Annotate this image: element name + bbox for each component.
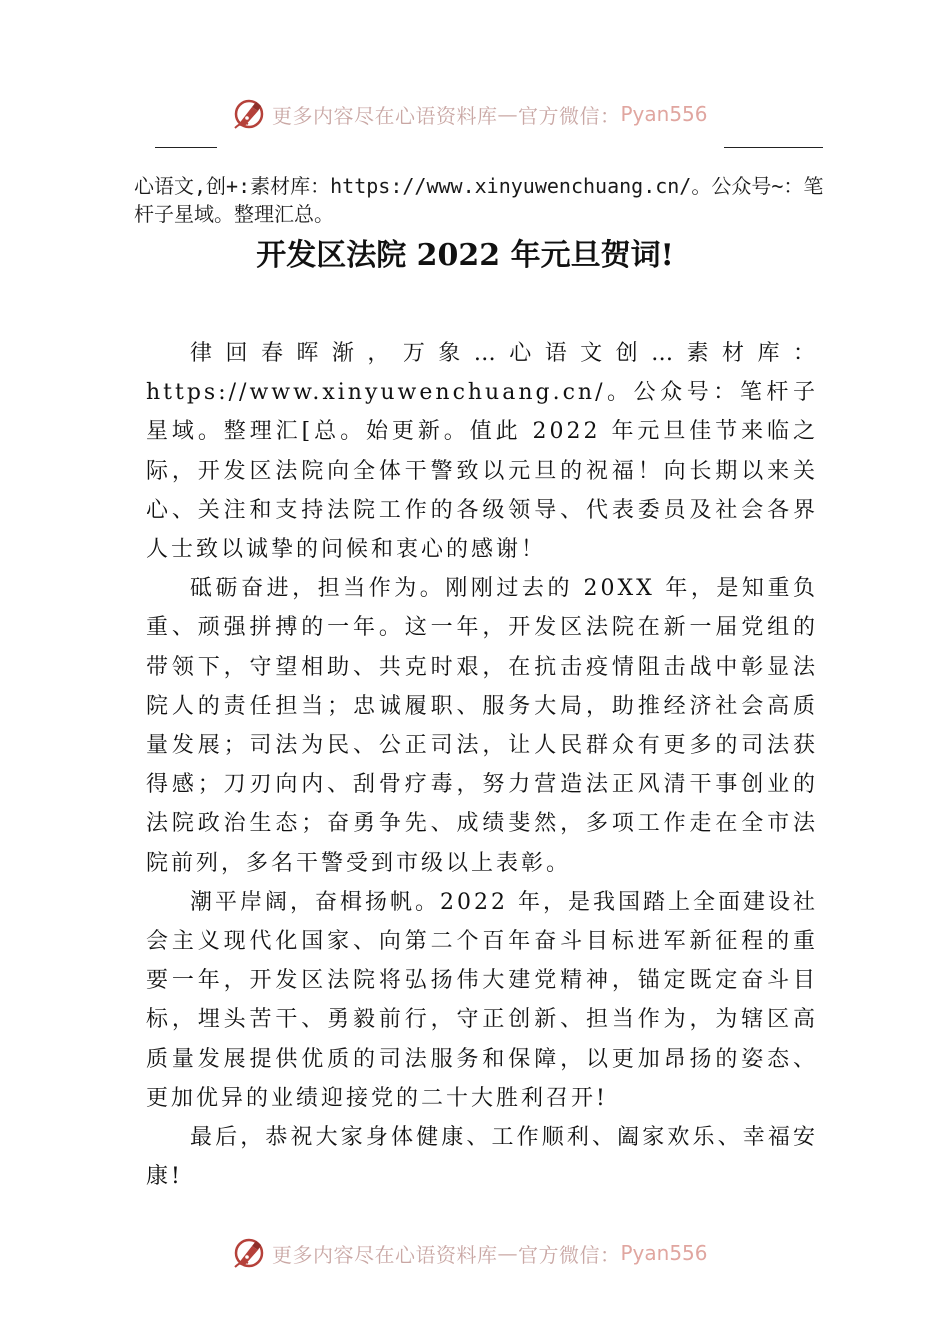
paragraph-1: 律回春晖渐，万象…心语文创…素材库：https://www.xinyuwenchuang.cn/。公众号：笔杆子星域。整理汇[总。始更新。值此 2022 年元旦佳节来临之际，开发区法院向全体干警致以元旦的祝福！向长期以来关心、关注和支持法院工作的各级领导、代表委员及社会各界人士致以诚挚的问候和衷心的感谢！ xyxy=(146,341,818,563)
pen-nib-logo-icon xyxy=(232,1236,266,1270)
page-title: 开发区法院 2022 年元旦贺词! xyxy=(256,238,674,273)
header-banner-wechat-id: Pyan556 xyxy=(620,102,708,126)
header-banner-content xyxy=(232,94,708,134)
footer-banner-content xyxy=(232,1233,708,1273)
document-body xyxy=(146,334,818,1196)
footer-banner-dash: — xyxy=(497,1241,518,1265)
footer-banner-main-text: 更多内容尽在心语资料库 xyxy=(272,1242,498,1267)
paragraph-2: 砥砺奋进，担当作为。刚刚过去的 20XX 年，是知重负重、顽强拼搏的一年。这一年，开发区法院在新一届党组的带领下，守望相助、共克时艰，在抗击疫情阻击战中彰显法院人的责任担当；忠诚履职、服务大局，助推经济社会高质量发展；司法为民、公正司法，让人民群众有更多的司法获得感；刀刃向内、刮骨疗毒，努力营造法正风清干事创业的法院政治生态；奋勇争先、成绩斐然，多项工作走在全市法院前列，多名干警受到市级以上表彰。 xyxy=(146,576,818,876)
footer-banner-wechat-label: 官方微信： xyxy=(518,1242,621,1267)
header-banner-main-text: 更多内容尽在心语资料库 xyxy=(272,103,498,128)
header-rule-left xyxy=(155,147,217,148)
footer-banner-wechat-id: Pyan556 xyxy=(620,1241,708,1265)
paragraph-3: 潮平岸阔，奋楫扬帆。2022 年，是我国踏上全面建设社会主义现代化国家、向第二个百年奋斗目标进军新征程的重要一年，开发区法院将弘扬伟大建党精神，锚定既定奋斗目标，埋头苦干、勇毅前行，守正创新、担当作为，为辖区高质量发展提供优质的司法服务和保障，以更加昂扬的姿态、 更加优异的业绩迎接党的二十大胜利召开! xyxy=(146,889,818,1111)
footer-banner xyxy=(0,1233,950,1273)
source-line: 心语文,创+:素材库：https://www.xinyuwenchuang.cn/。公众号~：笔杆子星域。整理汇总。 xyxy=(134,174,824,226)
header-banner-wechat-label: 官方微信： xyxy=(518,103,621,128)
header-banner-dash: — xyxy=(497,102,518,126)
header-rule-right xyxy=(724,147,823,148)
pen-nib-logo-icon xyxy=(232,97,266,131)
paragraph-4: 最后，恭祝大家身体健康、工作顺利、阖家欢乐、幸福安康! xyxy=(146,1125,818,1190)
header-banner xyxy=(0,94,950,134)
